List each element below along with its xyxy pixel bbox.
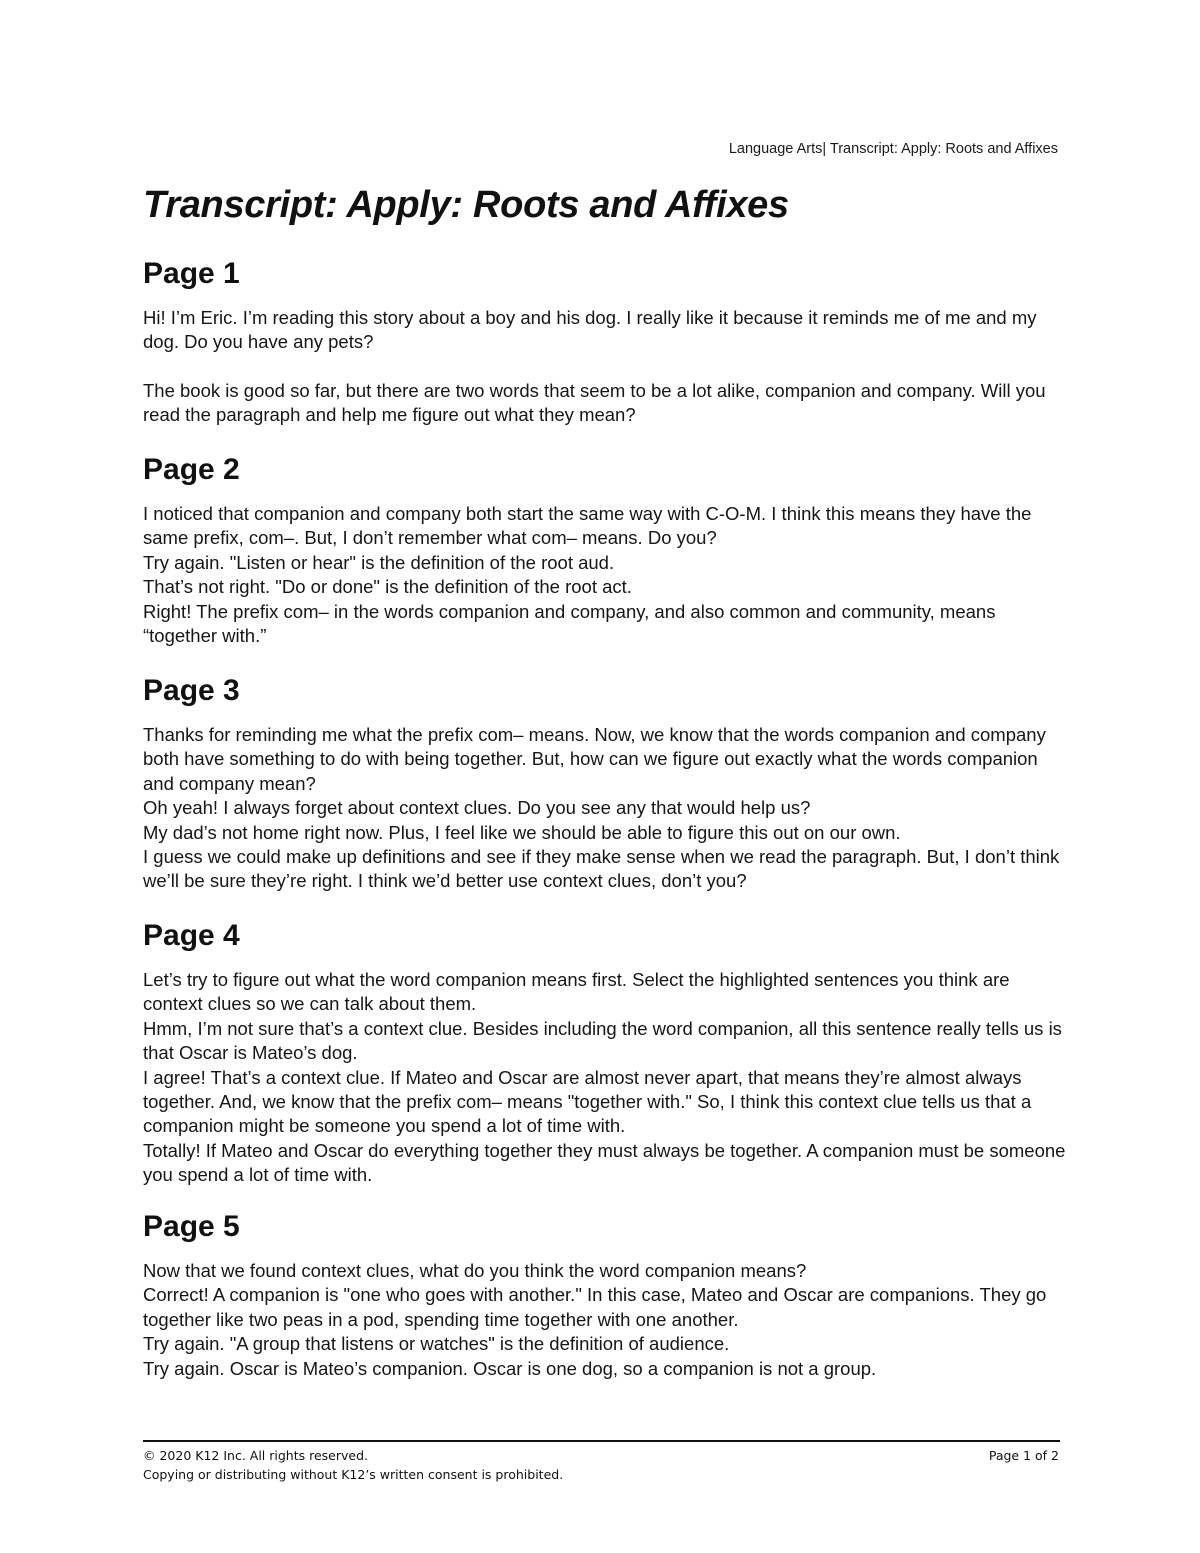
transcript-paragraph: I guess we could make up definitions and see if they make sense when we read the paragraph. But, I don’t think we’ll be sure they’re right. I think we’d better use context clues, don’t you? — [143, 846, 1060, 892]
transcript-page-2 — [143, 452, 1068, 648]
transcript-page-1 — [143, 256, 1068, 428]
transcript-paragraph: Right! The prefix com– in the words companion and company, and also common and community, means “together with.” — [143, 600, 996, 647]
transcript-paragraph: Correct! A companion is "one who goes with another." In this case, Mateo and Oscar are companions. They go together like two peas in a pod, spending time together with one another. — [143, 1284, 1047, 1330]
transcript-paragraph: That’s not right. "Do or done" is the definition of the root act. — [143, 576, 632, 598]
transcript-paragraph: Now that we found context clues, what do you think the word companion means? — [143, 1260, 807, 1281]
transcript-paragraph: Try again. "A group that listens or watches" is the definition of audience. — [143, 1333, 730, 1355]
page-heading: Page 1 — [143, 257, 240, 290]
page-heading: Page 2 — [143, 453, 240, 486]
transcript-paragraph: Totally! If Mateo and Oscar do everything together they must always be together. A companion must be someone you spend a lot of time with. — [143, 1139, 1066, 1186]
transcript-paragraph: My dad’s not home right now. Plus, I feel like we should be able to figure this out on our own. — [143, 821, 901, 843]
transcript-paragraph: Hmm, I’m not sure that’s a context clue. Besides including the word companion, all this sentence really tells us is that Oscar is Mateo’s dog. — [143, 1017, 1062, 1064]
transcript-paragraph: Let’s try to figure out what the word companion means first. Select the highlighted sentences you think are context clues so we can talk about them. — [143, 969, 1010, 1015]
transcript-paragraph: I agree! That’s a context clue. If Mateo and Oscar are almost never apart, that means they’re almost always together. And, we know that the prefix com– means "together with." So, I think this context clue tells us that a companion might be someone you spend a lot of time with. — [143, 1066, 1032, 1137]
document-title: Transcript: Apply: Roots and Affixes — [143, 184, 789, 226]
copyright-notice: © 2020 K12 Inc. All rights reserved. — [143, 1448, 368, 1463]
transcript-paragraph: Thanks for reminding me what the prefix com– means. Now, we know that the words companion and company both have something to do with being together. But, how can we figure out exactly what the words companion and company mean? — [143, 724, 1046, 794]
transcript-page-3 — [143, 673, 1068, 894]
distribution-notice: Copying or distributing without K12’s written consent is prohibited. — [143, 1467, 564, 1482]
transcript-paragraph: Hi! I’m Eric. I’m reading this story about a boy and his dog. I really like it because it reminds me of me and my dog. Do you have any pets? — [143, 307, 1037, 353]
running-header: Language Arts| Transcript: Apply: Roots and Affixes — [728, 141, 1058, 157]
page-heading: Page 4 — [143, 919, 240, 952]
transcript-paragraph: Oh yeah! I always forget about context clues. Do you see any that would help us? — [143, 797, 811, 819]
transcript-page-4 — [143, 918, 1068, 1188]
transcript-paragraph: Try again. "Listen or hear" is the definition of the root aud. — [143, 551, 615, 573]
transcript-paragraph: Try again. Oscar is Mateo’s companion. Oscar is one dog, so a companion is not a group. — [143, 1357, 877, 1379]
footer-legal — [143, 1446, 563, 1484]
page-heading: Page 5 — [143, 1210, 240, 1243]
transcript-page-5 — [143, 1209, 1068, 1381]
transcript-paragraph: I noticed that companion and company both start the same way with C-O-M. I think this means they have the same prefix, com–. But, I don’t remember what com– means. Do you? — [143, 503, 1032, 549]
transcript-paragraph: The book is good so far, but there are two words that seem to be a lot alike, companion and company. Will you read the paragraph and help me figure out what they mean? — [143, 379, 1046, 426]
page-heading: Page 3 — [143, 674, 240, 707]
footer-divider — [143, 1440, 1060, 1442]
page-number: Page 1 of 2 — [988, 1448, 1059, 1463]
